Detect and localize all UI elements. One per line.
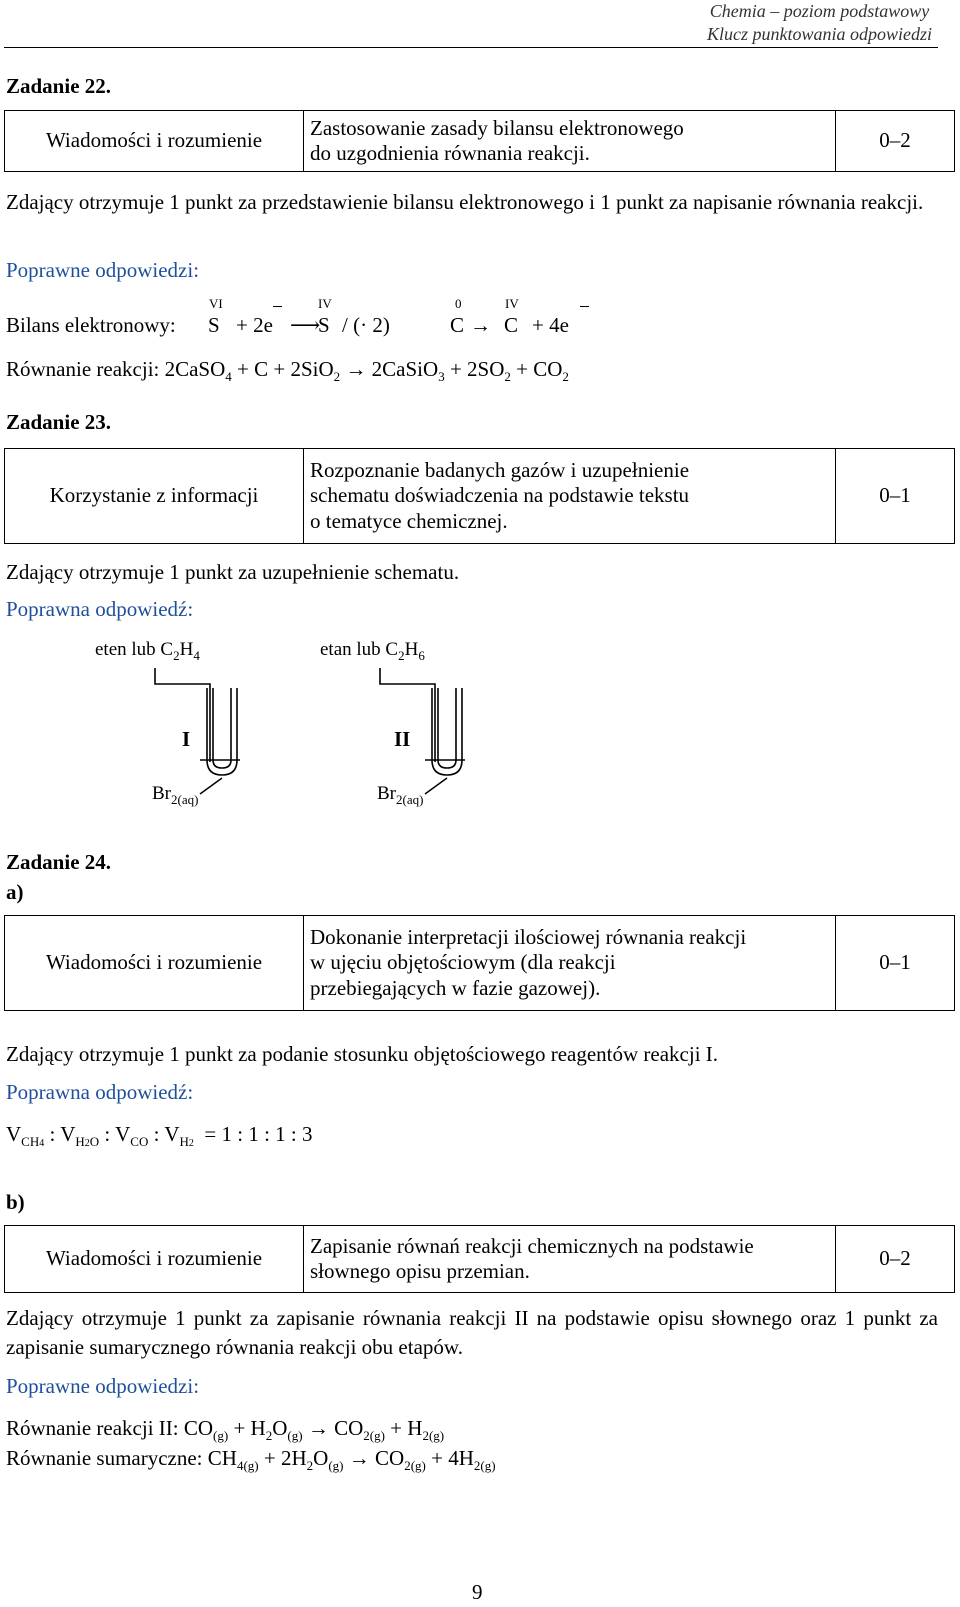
- balance-arrow-2: →: [470, 313, 491, 337]
- task-23-category: Korzystanie z informacji: [5, 449, 304, 544]
- equation-arrow: →: [345, 357, 367, 381]
- test-tube-1: [207, 688, 237, 775]
- reagent-label-2: $Br_{2(aq)}$: [377, 783, 424, 807]
- balance-multiplier: / (· 2): [342, 313, 390, 337]
- task-22-skill: [304, 111, 836, 172]
- task-24a-scoring: Zdający otrzymuje 1 punkt za podanie stosunku objętościowego reagentów reakcji I.: [6, 1042, 719, 1066]
- liquid-level-marks: [200, 760, 465, 794]
- task-24a-skill-line3: przebiegających w fazie gazowej).: [310, 975, 601, 1000]
- task-24a-skill-line2: w ujęciu objętościowym (dla reakcji: [310, 950, 616, 975]
- experiment-diagram: [0, 660, 960, 840]
- balance-ox-state-1: VI: [209, 296, 223, 311]
- task-22-title: Zadanie 22.: [6, 74, 112, 98]
- task-24b-skill-line1: Zapisanie równań reakcji chemicznych na podstawie: [310, 1233, 754, 1258]
- task-23-skill-line3: o tematyce chemicznej.: [310, 508, 508, 533]
- balance-minus-2: [580, 306, 589, 307]
- task-22-equation: Równanie reakcji: 2CaSO$_4$ + C + 2SiO$_2$ → 2CaSiO$_3$ + $2SO_2 + CO_2$: [6, 357, 569, 385]
- task-23-skill: [304, 449, 836, 544]
- task-24a-label: a): [6, 880, 24, 904]
- task-22-scoring: Zdający otrzymuje 1 punkt za przedstawienie bilansu elektronowego i 1 punkt za napisanie równania reakcji.: [6, 190, 924, 214]
- task-24b-scoring: Zdający otrzymuje 1 punkt za zapisanie równania reakcji II na podstawie opisu słownego oraz 1 punkt za zapisanie sumarycznego równania reakcji obu etapów.: [6, 1306, 938, 1359]
- tube-label-1: I: [182, 727, 191, 751]
- task-22-category: Wiadomości i rozumienie: [5, 111, 304, 172]
- task-24a-skill-line1: Dokonanie interpretacji ilościowej równania reakcji: [310, 925, 747, 950]
- balance-minus-1: [273, 306, 282, 307]
- volume-ratio: $V_{CH4}$ : $V_{H2O}$ : $V_{CO}$ : $V_{H2} = 1$ : 1 : 1 : 3: [6, 1122, 313, 1150]
- task-22-skill-line2: do uzgodnienia równania reakcji.: [310, 141, 590, 165]
- gas-label-1: eten lub $C_2H_4$: [95, 639, 200, 663]
- task-24-title: Zadanie 24.: [6, 850, 112, 874]
- task-24a-criteria-table: [4, 915, 955, 1011]
- task-24a-points: 0–1: [836, 916, 955, 1011]
- balance-element-1: S: [208, 313, 220, 337]
- task-22-criteria-table: [4, 110, 955, 172]
- header-rule: [4, 47, 938, 48]
- tube-label-2: II: [394, 727, 411, 751]
- balance-electrons-2: + 4e: [532, 313, 569, 337]
- task-24b-skill-line2: słownego opisu przemian.: [310, 1259, 530, 1283]
- equation-label: Równanie reakcji:: [6, 357, 160, 381]
- task-24a-answer-label: Poprawna odpowiedź:: [6, 1080, 194, 1104]
- balance-ox-state-2: IV: [318, 296, 332, 311]
- volume-ratio-result: = 1 : 1 : 1 : 3: [204, 1122, 313, 1146]
- task-24b-category: Wiadomości i rozumienie: [5, 1226, 304, 1293]
- balance-element-2: S: [318, 313, 330, 337]
- task-24b-equation-2: Równanie sumaryczne: $CH_{4(g)} + 2H_2O_{(g)} \to CO_{2(g)} + 4H_{2(g)}$: [6, 1446, 496, 1474]
- task-23-points: 0–1: [836, 449, 955, 544]
- task-24b-points: 0–2: [836, 1226, 955, 1293]
- header-subtitle: Klucz punktowania odpowiedzi: [707, 23, 932, 44]
- task-23-scoring: Zdający otrzymuje 1 punkt za uzupełnienie schematu.: [6, 560, 460, 584]
- task-22-points: 0–2: [836, 111, 955, 172]
- task-23-title: Zadanie 23.: [6, 410, 112, 434]
- balance-label: Bilans elektronowy:: [6, 313, 176, 337]
- header-subject: Chemia – poziom podstawowy: [709, 1, 930, 21]
- task-24a-category: Wiadomości i rozumienie: [5, 916, 304, 1011]
- reagent-label-1: $Br_{2(aq)}$: [152, 783, 199, 807]
- task-24b-skill: [304, 1226, 836, 1293]
- test-tube-2: [432, 688, 462, 775]
- task-23-skill-line2: schematu doświadczenia na podstawie tekstu: [310, 483, 690, 508]
- balance-ox-state-4: IV: [505, 296, 519, 311]
- task-24b-answers-label: Poprawne odpowiedzi:: [6, 1374, 200, 1398]
- balance-element-4: C: [504, 313, 519, 337]
- task-23-criteria-table: [4, 448, 955, 544]
- page-header: [707, 0, 932, 45]
- gas-label-2: etan lub $C_2H_6$: [320, 639, 425, 663]
- balance-element-3: C: [450, 313, 465, 337]
- balance-arrow-1: ⟶: [290, 313, 321, 337]
- task-22-skill-line1: Zastosowanie zasady bilansu elektronowego: [310, 115, 684, 140]
- task-24a-skill: [304, 916, 836, 1011]
- balance-ox-state-3: 0: [455, 296, 462, 311]
- task-24b-label: b): [6, 1190, 25, 1214]
- task-22-answers-label: Poprawne odpowiedzi:: [6, 258, 200, 282]
- task-24b-equation-1: Równanie reakcji II: $CO_{(g)} + H_2O_{(g)} \to CO_{2(g)} + H_{2(g)}$: [6, 1416, 445, 1444]
- page-number: 9: [472, 1580, 483, 1604]
- task-24b-criteria-table: [4, 1225, 955, 1293]
- task-23-skill-line1: Rozpoznanie badanych gazów i uzupełnienie: [310, 458, 690, 483]
- balance-electrons-1: + 2e: [236, 313, 273, 337]
- task-23-answer-label: Poprawna odpowiedź:: [6, 597, 194, 621]
